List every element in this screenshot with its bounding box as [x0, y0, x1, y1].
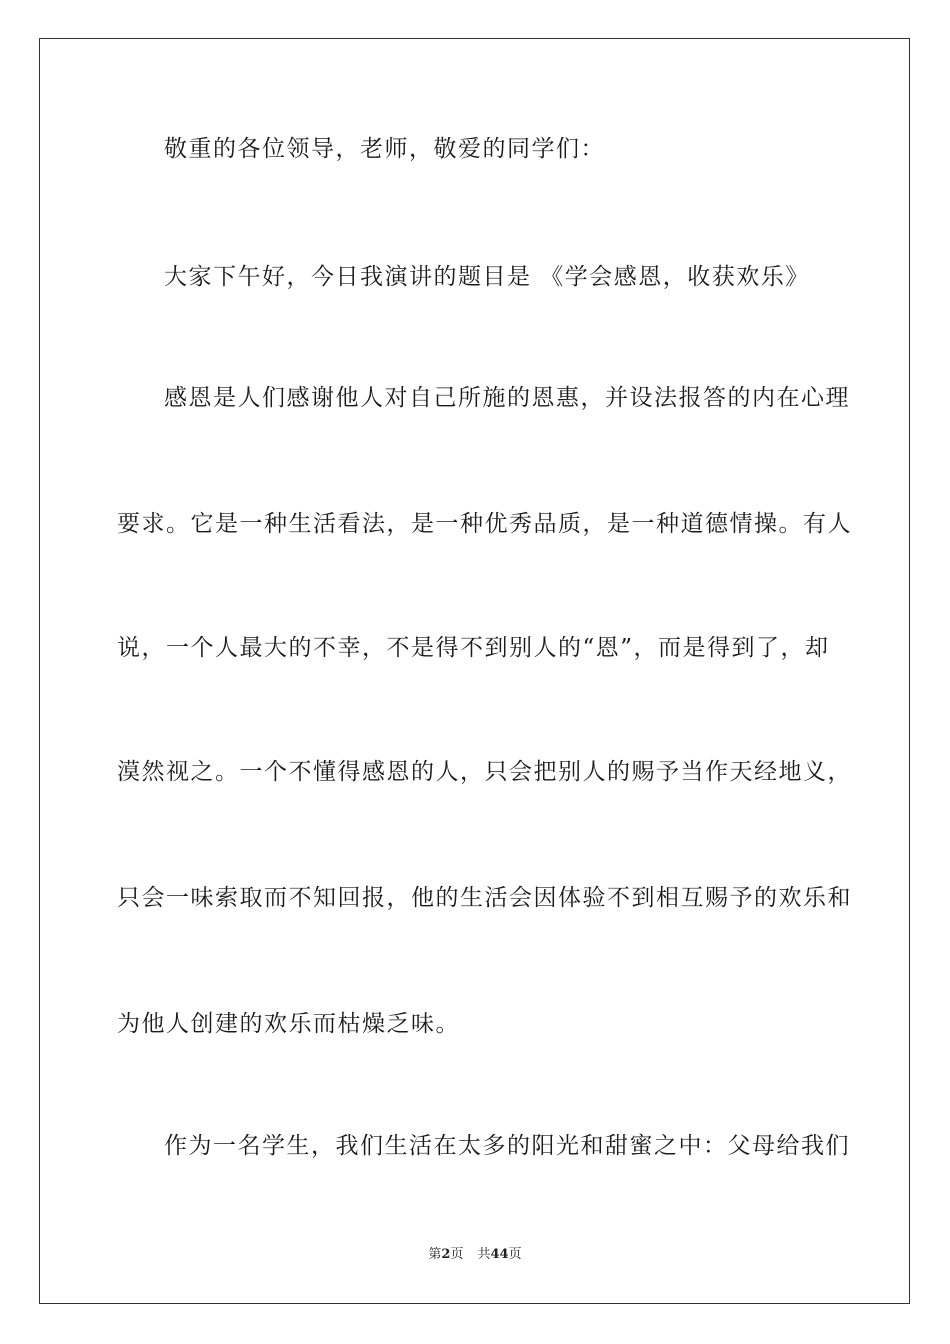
paragraph-1-line-6: 为他人创建的欢乐而枯燥乏味。 [117, 1011, 460, 1037]
paragraph-2-line-1: 作为一名学生，我们生活在太多的阳光和甜蜜之中：父母给我们 [164, 1133, 850, 1159]
paragraph-1-line-2: 要求。它是一种生活看法，是一种优秀品质，是一种道德情操。有人 [117, 511, 852, 537]
paragraph-1-line-5: 只会一味索取而不知回报，他的生活会因体验不到相互赐予的欢乐和 [117, 885, 852, 911]
page-prefix: 第 [428, 1247, 442, 1262]
total-prefix: 共 [477, 1247, 491, 1262]
paragraph-1-line-3: 说，一个人最大的不幸，不是得不到别人的“恩”，而是得到了，却 [117, 635, 830, 661]
paragraph-1-line-4: 漠然视之。一个不懂得感恩的人，只会把别人的赐予当作天经地义， [117, 759, 852, 785]
greeting-line: 敬重的各位领导，老师，敬爱的同学们： [164, 136, 605, 162]
page-number: 2 [441, 1247, 451, 1262]
page-footer [0, 1246, 950, 1264]
page-border [39, 38, 910, 1304]
page-suffix: 页 [450, 1247, 464, 1262]
paragraph-1-line-1: 感恩是人们感谢他人对自己所施的恩惠，并设法报答的内在心理 [164, 385, 850, 411]
total-pages: 44 [490, 1247, 509, 1262]
title-line: 大家下午好，今日我演讲的题目是 《学会感恩，收获欢乐》 [164, 264, 810, 290]
total-suffix: 页 [508, 1247, 522, 1262]
